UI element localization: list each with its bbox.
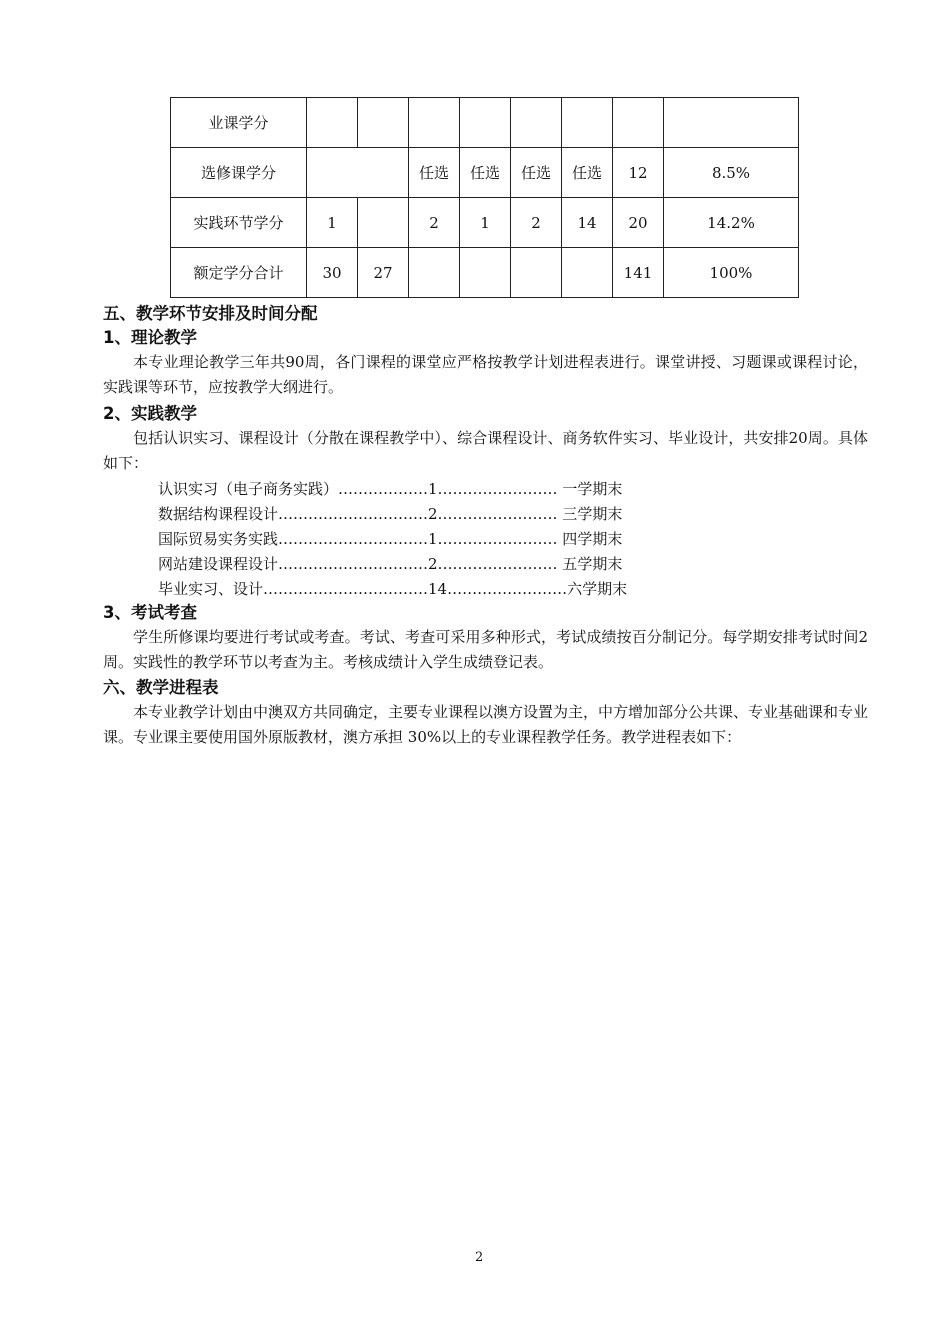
table-row (171, 248, 799, 298)
table-cell (664, 98, 799, 148)
table-cell: 2 (409, 198, 460, 248)
row-label: 选修课学分 (171, 148, 307, 198)
table-cell: 任选 (460, 148, 511, 198)
table-cell: 2 (511, 198, 562, 248)
list-item: 国际贸易实务实践…………………………1…………………… 四学期末 (158, 530, 623, 548)
table-cell (307, 148, 409, 198)
paragraph: 本专业教学计划由中澳双方共同确定，主要专业课程以澳方设置为主，中方增加部分公共课、专业基础课和专业课。专业课主要使用国外原版教材，澳方承担 30%以上的专业课程教学任务。教学进程表如下： (103, 703, 869, 746)
table-cell: 任选 (562, 148, 613, 198)
table-cell: 任选 (409, 148, 460, 198)
table-cell: 8.5% (664, 148, 799, 198)
table-cell: 30 (307, 248, 358, 298)
table-cell: 100% (664, 248, 799, 298)
table-cell: 27 (358, 248, 409, 298)
table-cell (511, 248, 562, 298)
table-cell: 14 (562, 198, 613, 248)
list-item: 网站建设课程设计…………………………2…………………… 五学期末 (158, 555, 623, 573)
table-row (171, 98, 799, 148)
table-cell (562, 98, 613, 148)
subsection-heading: 1、理论教学 (103, 328, 197, 347)
row-label: 额定学分合计 (171, 248, 307, 298)
table-cell (460, 98, 511, 148)
paragraph: 本专业理论教学三年共90周，各门课程的课堂应严格按教学计划进程表进行。课堂讲授、习题课或课程讨论，实践课等环节，应按教学大纲进行。 (103, 353, 868, 396)
table-cell (358, 198, 409, 248)
table-cell: 任选 (511, 148, 562, 198)
list-item: 认识实习（电子商务实践）………………1…………………… 一学期末 (158, 480, 623, 498)
section-heading: 五、教学环节安排及时间分配 (103, 304, 318, 323)
table-cell (460, 248, 511, 298)
table-cell: 141 (613, 248, 664, 298)
table-cell: 1 (460, 198, 511, 248)
paragraph: 学生所修课均要进行考试或考查。考试、考查可采用多种形式，考试成绩按百分制记分。每学期安排考试时间2周。实践性的教学环节以考查为主。考核成绩计入学生成绩登记表。 (103, 628, 868, 671)
subsection-heading: 2、实践教学 (103, 404, 197, 423)
row-label: 实践环节学分 (171, 198, 307, 248)
credits-table (170, 97, 799, 298)
table-cell: 12 (613, 148, 664, 198)
table-cell (562, 248, 613, 298)
page-number: 2 (475, 1250, 484, 1265)
table-cell (409, 248, 460, 298)
subsection-heading: 3、考试考查 (103, 603, 197, 622)
table-cell: 1 (307, 198, 358, 248)
practice-schedule-list (158, 477, 627, 602)
list-item: 毕业实习、设计……………………………14……………………六学期末 (158, 580, 628, 598)
table-row (171, 148, 799, 198)
table-cell: 20 (613, 198, 664, 248)
paragraph: 包括认识实习、课程设计（分散在课程教学中）、综合课程设计、商务软件实习、毕业设计，共安排20周。具体如下： (103, 429, 868, 472)
table-cell (409, 98, 460, 148)
table-cell (613, 98, 664, 148)
table-cell (358, 98, 409, 148)
table-row (171, 198, 799, 248)
table-cell (307, 98, 358, 148)
list-item: 数据结构课程设计…………………………2…………………… 三学期末 (158, 505, 623, 523)
row-label: 业课学分 (171, 98, 307, 148)
section-heading: 六、教学进程表 (103, 678, 219, 697)
table-cell (511, 98, 562, 148)
table-cell: 14.2% (664, 198, 799, 248)
